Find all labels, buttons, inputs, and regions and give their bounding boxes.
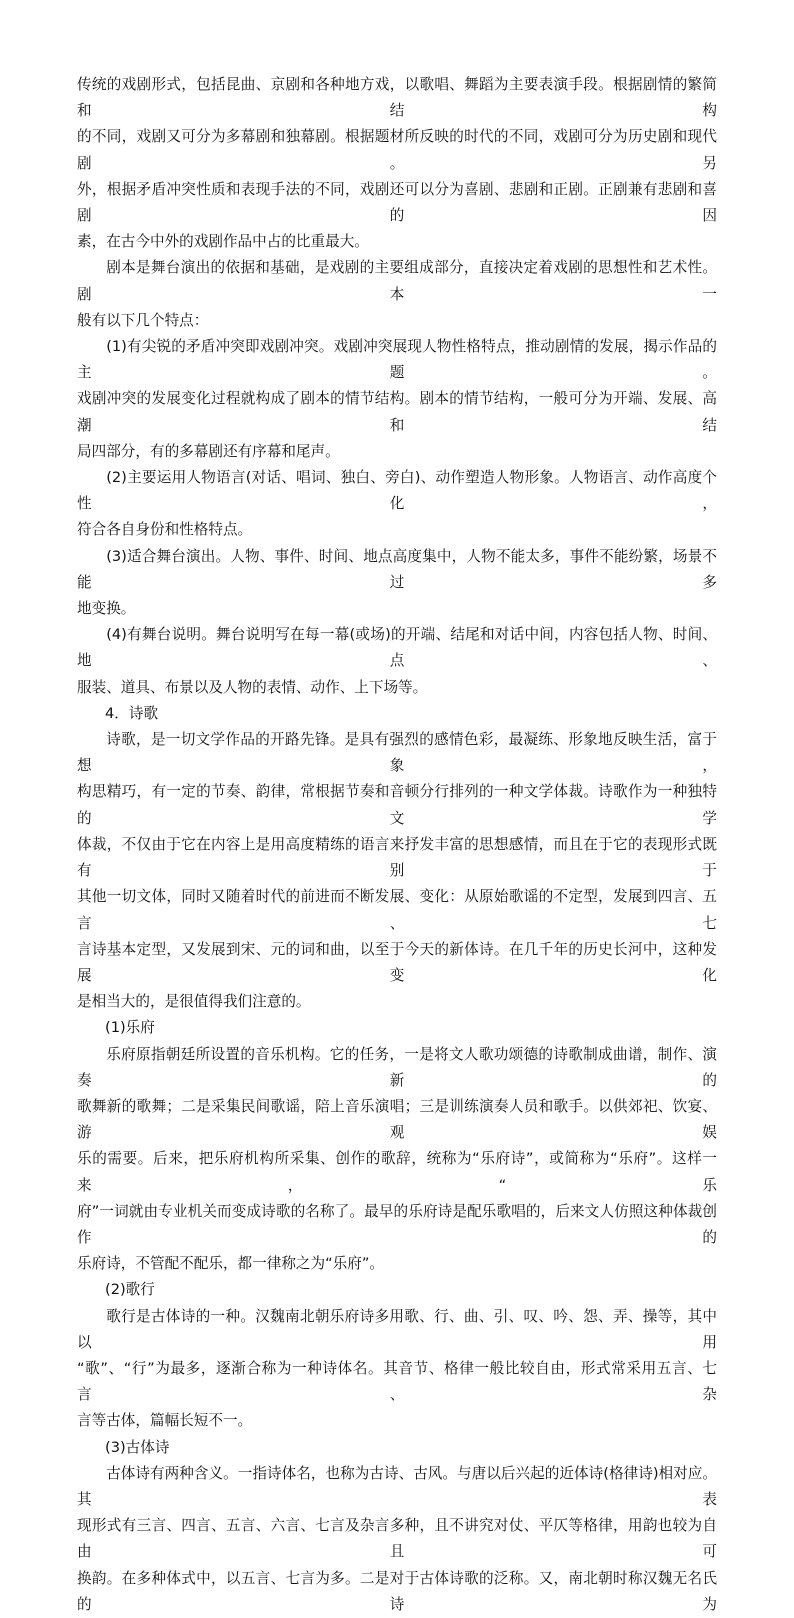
paragraph bbox=[77, 727, 717, 779]
paragraph bbox=[77, 989, 717, 1015]
text-line: 剧本是舞台演出的依据和基础，是戏剧的主要组成部分，直接决定着戏剧的思想性和艺术性。剧本一 bbox=[77, 259, 717, 303]
paragraph bbox=[77, 229, 717, 255]
paragraph bbox=[77, 937, 717, 989]
text-line: 歌行是古体诗的一种。汉魏南北朝乐府诗多用歌、行、曲、引、叹、吟、怨、弄、操等，其中以用 bbox=[77, 1307, 717, 1351]
paragraph bbox=[77, 1566, 717, 1618]
paragraph bbox=[77, 1461, 717, 1513]
text-line: 府”一词就由专业机关而变成诗歌的名称了。最早的乐府诗是配乐歌唱的，后来文人仿照这种体裁创作的 bbox=[77, 1202, 717, 1246]
sub-heading bbox=[77, 1015, 717, 1041]
paragraph bbox=[77, 177, 717, 229]
paragraph bbox=[77, 255, 717, 307]
text-line: 诗歌，是一切文学作品的开路先锋。是具有强烈的感情色彩，最凝练、形象地反映生活，富于想象， bbox=[77, 731, 717, 775]
text-line: 戏剧冲突的发展变化过程就构成了剧本的情节结构。剧本的情节结构，一般可分为开端、发展、高潮和结 bbox=[77, 390, 717, 434]
text-line: 的不同，戏剧又可分为多幕剧和独幕剧。根据题材所反映的时代的不同，戏剧可分为历史剧和现代剧。另 bbox=[77, 128, 717, 172]
paragraph bbox=[77, 308, 717, 334]
paragraph bbox=[77, 1094, 717, 1146]
heading-text: 4．诗歌 bbox=[105, 704, 159, 722]
paragraph bbox=[77, 832, 717, 884]
text-line: 是相当大的，是很值得我们注意的。 bbox=[77, 993, 311, 1011]
text-line: 现形式有三言、四言、五言、六言、七言及杂言多种，且不讲究对仗、平仄等格律，用韵也较为自由且可 bbox=[77, 1517, 717, 1561]
text-line: “歌”、“行”为最多，逐渐合称为一种诗体名。其音节、格律一般比较自由，形式常采用五言、七言、杂 bbox=[77, 1359, 717, 1404]
paragraph bbox=[77, 1251, 717, 1277]
paragraph bbox=[77, 465, 717, 517]
sub-heading bbox=[77, 1435, 717, 1461]
paragraph bbox=[77, 1199, 717, 1251]
text-line: 传统的戏剧形式，包括昆曲、京剧和各种地方戏，以歌唱、舞蹈为主要表演手段。根据剧情的繁简和结构 bbox=[77, 76, 717, 120]
text-line: 构思精巧，有一定的节奏、韵律，常根据节奏和音顿分行排列的一种文学体裁。诗歌作为一种独特的文学 bbox=[77, 783, 717, 827]
text-line: 素，在古今中外的戏剧作品中占的比重最大。 bbox=[77, 233, 369, 251]
paragraph bbox=[77, 517, 717, 543]
paragraph bbox=[77, 1146, 717, 1198]
text-line: (2)主要运用人物语言(对话、唱词、独白、旁白)、动作塑造人物形象。人物语言、动作高度个性化， bbox=[77, 469, 717, 513]
paragraph bbox=[77, 596, 717, 622]
paragraph bbox=[77, 544, 717, 596]
heading-text: (3)古体诗 bbox=[105, 1438, 170, 1456]
paragraph bbox=[77, 779, 717, 831]
paragraph bbox=[77, 622, 717, 674]
text-line: 地变换。 bbox=[77, 600, 136, 618]
paragraph bbox=[77, 124, 717, 176]
text-line: (1)有尖锐的矛盾冲突即戏剧冲突。戏剧冲突展现人物性格特点，推动剧情的发展，揭示作品的主题。 bbox=[77, 338, 717, 382]
text-line: 言诗基本定型，又发展到宋、元的词和曲，以至于今天的新体诗。在几千年的历史长河中，这种发展变化 bbox=[77, 940, 717, 984]
paragraph bbox=[77, 439, 717, 465]
text-line: (3)适合舞台演出。人物、事件、时间、地点高度集中，人物不能太多，事件不能纷繁，场景不能过多 bbox=[77, 547, 717, 591]
text-line: 服装、道具、布景以及人物的表情、动作、上下场等。 bbox=[77, 678, 428, 696]
heading-text: (1)乐府 bbox=[105, 1019, 155, 1037]
heading-text: (2)歌行 bbox=[105, 1281, 155, 1299]
paragraph bbox=[77, 884, 717, 936]
text-line: (4)有舞台说明。舞台说明写在每一幕(或场)的开端、结尾和对话中间，内容包括人物、时间、地点、 bbox=[77, 626, 717, 670]
text-line: 体裁，不仅由于它在内容上是用高度精练的语言来抒发丰富的思想感情，而且在于它的表现形式既有别于 bbox=[77, 835, 717, 880]
text-line: 乐的需要。后来，把乐府机构所采集、创作的歌辞，统称为“乐府诗”，或简称为“乐府”。这样一来，“乐 bbox=[77, 1150, 717, 1194]
paragraph bbox=[77, 72, 717, 124]
text-line: 局四部分，有的多幕剧还有序幕和尾声。 bbox=[77, 442, 340, 460]
text-line: 歌舞新的歌舞；二是采集民间歌谣，陪上音乐演唱；三是训练演奏人员和歌手。以供郊祀、饮宴、游观娱 bbox=[77, 1097, 717, 1142]
text-line: 言等古体，篇幅长短不一。 bbox=[77, 1412, 253, 1430]
paragraph bbox=[77, 1304, 717, 1356]
text-line: 乐府原指朝廷所设置的音乐机构。它的任务，一是将文人歌功颂德的诗歌制成曲谱，制作、演奏新的 bbox=[77, 1045, 717, 1089]
paragraph bbox=[77, 675, 717, 701]
text-line: 般有以下几个特点： bbox=[77, 311, 209, 329]
sub-heading bbox=[77, 1277, 717, 1303]
text-line: 乐府诗，不管配不配乐，都一律称之为“乐府”。 bbox=[77, 1255, 384, 1273]
paragraph bbox=[77, 386, 717, 438]
section-heading bbox=[77, 701, 717, 727]
paragraph bbox=[77, 1356, 717, 1408]
paragraph bbox=[77, 1042, 717, 1094]
text-line: 换韵。在多种体式中，以五言、七言为多。二是对于古体诗歌的泛称。又，南北朝时称汉魏无名氏的诗为 bbox=[77, 1569, 717, 1613]
document-page bbox=[77, 72, 717, 1618]
text-line: 古体诗有两种含义。一指诗体名，也称为古诗、古风。与唐以后兴起的近体诗(格律诗)相对应。其表 bbox=[77, 1464, 717, 1508]
paragraph bbox=[77, 1513, 717, 1565]
text-line: 其他一切文体，同时又随着时代的前进而不断发展、变化：从原始歌谣的不定型，发展到四言、五言、七 bbox=[77, 888, 717, 932]
paragraph bbox=[77, 334, 717, 386]
paragraph bbox=[77, 1408, 717, 1434]
text-line: 符合各自身份和性格特点。 bbox=[77, 521, 253, 539]
text-line: 外，根据矛盾冲突性质和表现手法的不同，戏剧还可以分为喜剧、悲剧和正剧。正剧兼有悲剧和喜剧的因 bbox=[77, 180, 717, 225]
